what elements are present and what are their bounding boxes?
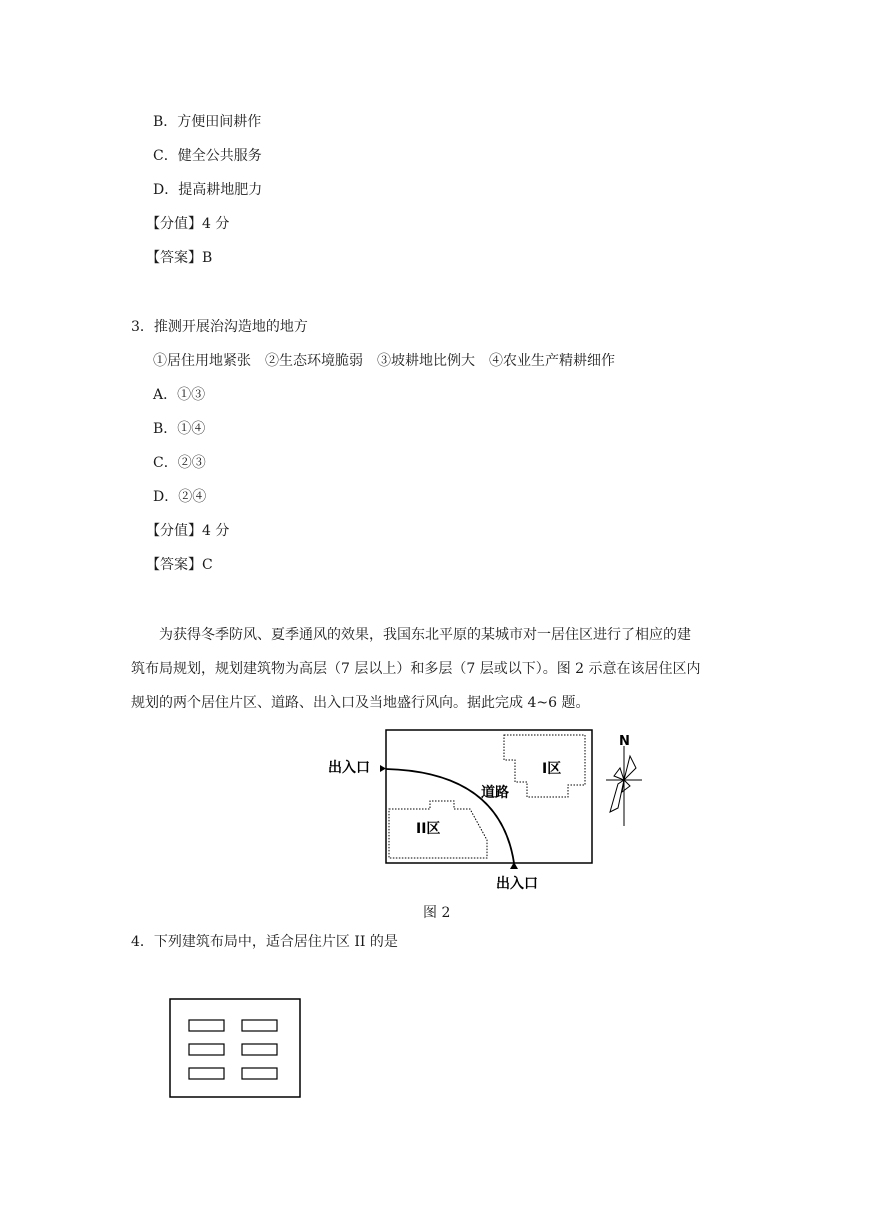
road-curve <box>386 769 514 863</box>
entrance-top-label: 出入口 <box>328 760 370 776</box>
north-label: N <box>619 734 630 749</box>
entrance-bottom-label: 出入口 <box>496 876 538 892</box>
zone-2-label: II区 <box>416 821 441 837</box>
q3-answer: 【答案】C <box>146 557 213 573</box>
figure-2-caption: 图 2 <box>423 905 451 921</box>
zone-2-outline <box>389 801 487 858</box>
passage-line-2: 筑布局规划，规划建筑物为高层（7 层以上）和多层（7 层或以下）。图 2 示意在该居住区内 <box>131 661 701 677</box>
q2-score: 【分值】4 分 <box>146 216 230 232</box>
q3-option-c: C．②③ <box>153 455 206 471</box>
residential-area-boundary <box>386 730 592 863</box>
entrance-top-arrow <box>380 765 386 772</box>
passage-line-3: 规划的两个居住片区、道路、出入口及当地盛行风向。据此完成 4~6 题。 <box>131 695 590 711</box>
q3-option-b: B．①④ <box>153 421 206 437</box>
zone-1-label: I区 <box>542 761 562 777</box>
q2-option-b: B．方便田间耕作 <box>153 114 262 130</box>
q4-layout-diagram <box>170 999 300 1097</box>
wind-rose-icon <box>606 746 642 826</box>
q3-option-d: D．②④ <box>153 489 207 505</box>
road-label: 道路 <box>481 785 509 801</box>
q3-option-a: A．①③ <box>153 387 206 403</box>
entrance-bottom-arrow <box>510 862 518 869</box>
zone-1-outline <box>504 735 585 797</box>
q2-option-d: D．提高耕地肥力 <box>153 182 263 198</box>
q3-statements: ①居住用地紧张 ②生态环境脆弱 ③坡耕地比例大 ④农业生产精耕细作 <box>153 353 615 369</box>
q3-score: 【分值】4 分 <box>146 523 230 539</box>
passage-line-1: 为获得冬季防风、夏季通风的效果，我国东北平原的某城市对一居住区进行了相应的建 <box>159 627 691 643</box>
q2-option-c: C．健全公共服务 <box>153 148 262 164</box>
q3-stem: 3．推测开展治沟造地的地方 <box>131 319 308 335</box>
q4-stem: 4．下列建筑布局中，适合居住片区 II 的是 <box>131 934 398 950</box>
q2-answer: 【答案】B <box>146 250 213 266</box>
